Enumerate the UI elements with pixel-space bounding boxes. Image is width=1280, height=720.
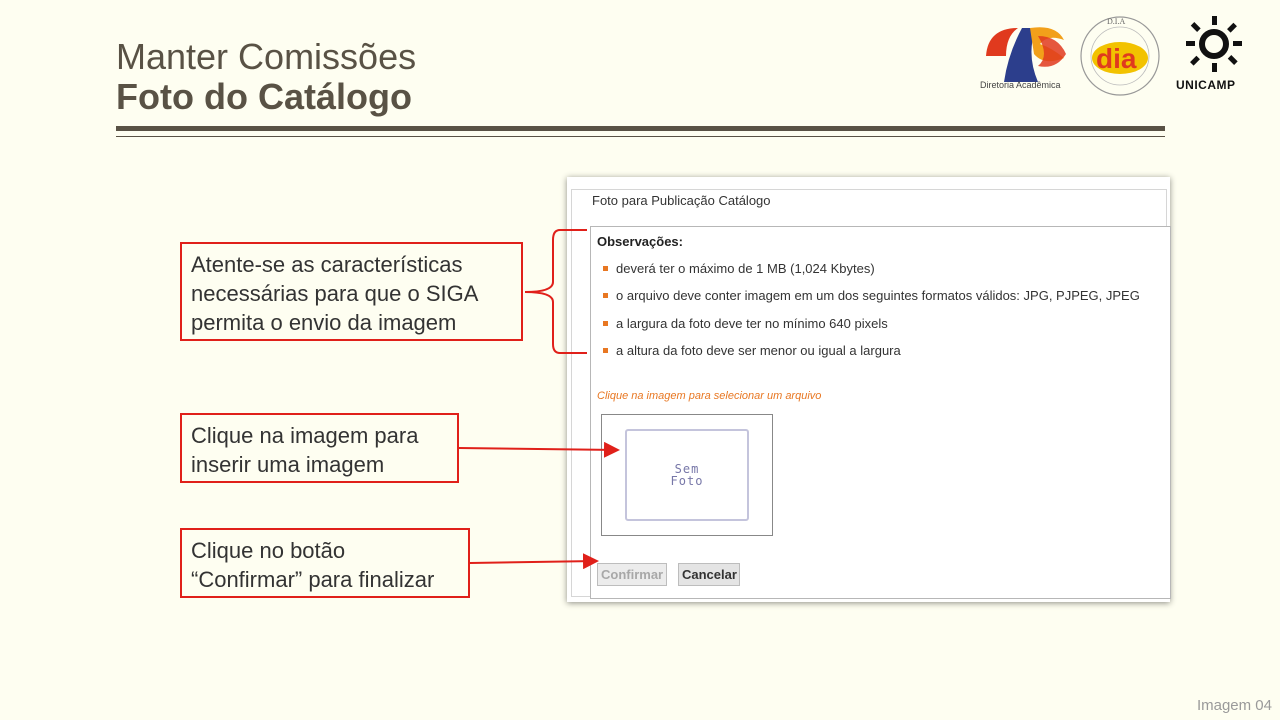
observation-text: deverá ter o máximo de 1 MB (1,024 Kbytes)	[616, 261, 875, 276]
placeholder-line-1: Sem	[674, 462, 700, 476]
observations-bracket	[525, 230, 587, 353]
callout-click-image	[180, 413, 459, 483]
callout-line: inserir uma imagem	[191, 452, 385, 477]
callout-line: permita o envio da imagem	[191, 310, 457, 335]
confirm-arrow	[470, 561, 597, 563]
placeholder-line-2: Foto	[670, 474, 704, 488]
select-file-hint: Clique na imagem para selecionar um arquivo	[597, 390, 822, 402]
callout-line: Clique na imagem para	[191, 423, 419, 448]
callout-line: “Confirmar” para finalizar	[191, 567, 435, 592]
callout-line: Atente-se as características	[191, 252, 463, 277]
dia-text: dia	[1096, 43, 1137, 74]
photo-arrow	[459, 448, 618, 450]
observation-text: a altura da foto deve ser menor ou igual a largura	[616, 343, 901, 358]
observations-title: Observações:	[597, 234, 683, 249]
cancel-button[interactable]: Cancelar	[678, 563, 740, 586]
title-line-1: Manter Comissões	[116, 36, 417, 77]
fieldset-legend: Foto para Publicação Catálogo	[588, 193, 775, 208]
callout-requirements	[180, 242, 523, 341]
observation-text: a largura da foto deve ter no mínimo 640 pixels	[616, 316, 888, 331]
title-line-2: Foto do Catálogo	[116, 76, 412, 117]
confirm-button[interactable]: Confirmar	[597, 563, 667, 586]
diretoria-academica-caption: Diretoria Acadêmica	[980, 80, 1061, 90]
observation-text: o arquivo deve conter imagem em um dos seguintes formatos válidos: JPG, PJPEG, JPEG	[616, 288, 1140, 303]
unicamp-caption: UNICAMP	[1176, 78, 1236, 92]
callout-line: Clique no botão	[191, 538, 346, 563]
callout-line: necessárias para que o SIGA	[191, 281, 479, 306]
callout-confirm	[180, 528, 470, 598]
dia-top-text: D.I.A	[1107, 17, 1126, 26]
slide-footer: Imagem 04	[1196, 697, 1272, 714]
